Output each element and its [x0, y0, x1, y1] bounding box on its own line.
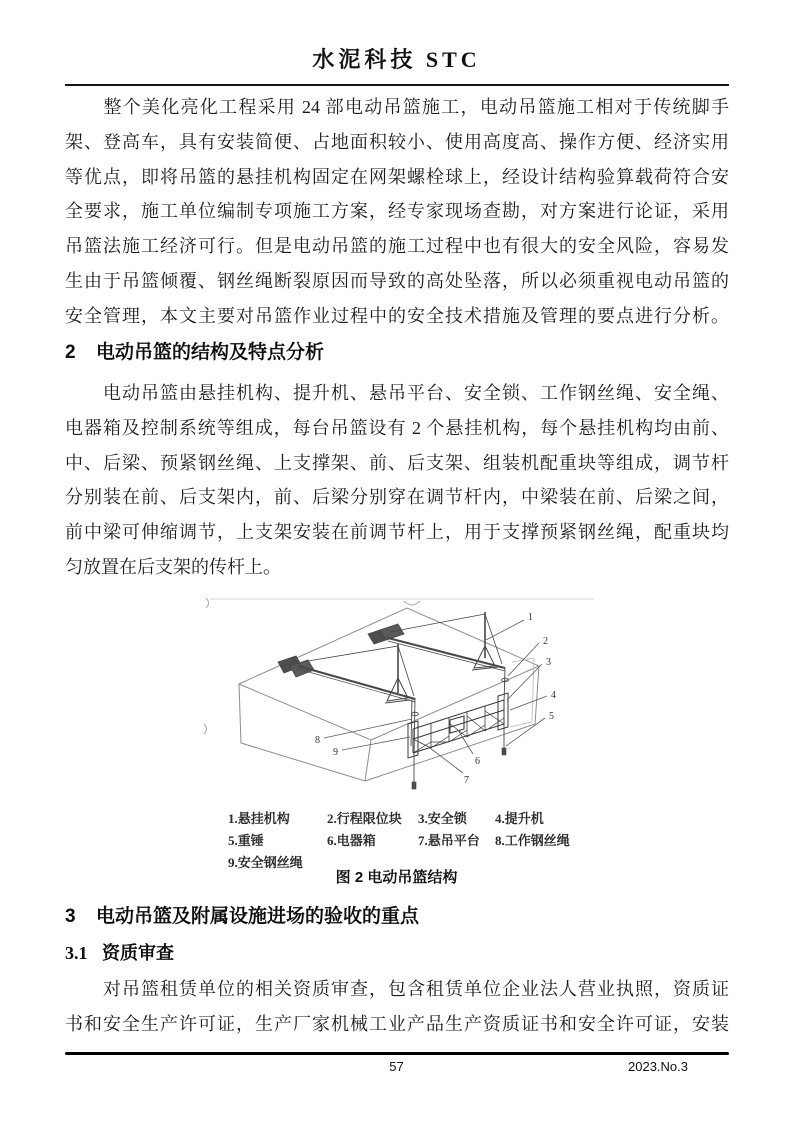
- section-2-heading: [65, 337, 324, 364]
- legend-item: 6.电器箱: [327, 833, 376, 848]
- figure-legend: [202, 808, 598, 874]
- legend-row: [202, 808, 598, 830]
- paragraph-line: 匀放置在后支架的传杆上。: [65, 556, 281, 577]
- suspended-platform: [408, 693, 508, 758]
- section-title: 电动吊篮的结构及特点分析: [96, 342, 325, 363]
- callout-1: 1: [528, 612, 533, 623]
- paragraph-line: 前中梁可伸缩调节，上支架安装在前调节杆上，用于支撑预紧钢丝绳，配重块均: [65, 522, 729, 543]
- legend-item: 1.悬挂机构: [228, 811, 290, 826]
- callout-numbers: [315, 612, 556, 786]
- subsection-number: 3.1: [65, 943, 88, 963]
- section-number: 2: [65, 342, 76, 363]
- paragraph-line: 吊篮法施工经济可行。但是电动吊篮的施工过程中也有很大的安全风险，容易发: [65, 236, 729, 257]
- paragraph-line: 安全管理，本文主要对吊篮作业过程中的安全技术措施及管理的要点进行分析。: [65, 305, 729, 326]
- footer-rule: [65, 1052, 729, 1055]
- page-number: 57: [389, 1059, 404, 1074]
- paragraph-line: 分别装在前、后支架内，前、后梁分别穿在调节杆内，中梁装在前、后梁之间，: [65, 487, 729, 508]
- legend-row: [202, 830, 598, 852]
- callout-5: 5: [549, 711, 554, 722]
- legend-item: 7.悬吊平台: [418, 833, 480, 848]
- section-title: 电动吊篮及附属设施进场的验收的重点: [96, 906, 420, 927]
- basket-structure-diagram: [202, 596, 598, 808]
- paragraph-line: 全要求，施工单位编制专项施工方案，经专家现场查勘，对方案进行论证，采用: [65, 201, 729, 222]
- paragraph-line: 中、后梁、预紧钢丝绳、上支撑架、前、后支架、组装机配重块等组成，调节杆: [65, 452, 729, 473]
- legend-item: 5.重锤: [228, 833, 264, 848]
- callout-7: 7: [464, 775, 469, 786]
- intro-paragraph: [65, 90, 729, 334]
- section-3-heading: [65, 901, 419, 928]
- callout-2: 2: [543, 636, 548, 647]
- paragraph-line: 整个美化亮化工程采用 24 部电动吊篮施工，电动吊篮施工相对于传统脚手: [65, 97, 729, 117]
- header-rule: [65, 84, 729, 86]
- callout-6: 6: [475, 756, 480, 767]
- figure-2: [202, 596, 598, 870]
- paragraph-line: 等优点，即将吊篮的悬挂机构固定在网架螺栓球上，经设计结构验算载荷符合安: [65, 166, 729, 187]
- callout-3: 3: [546, 657, 551, 668]
- paragraph-line: 电动吊篮由悬挂机构、提升机、悬吊平台、安全锁、工作钢丝绳、安全绳、: [65, 383, 729, 403]
- section-3-1-paragraph: [65, 972, 729, 1042]
- section-2-paragraph: [65, 376, 729, 585]
- callout-8: 8: [315, 735, 320, 746]
- paragraph-line: 书和安全生产许可证，生产厂家机械工业产品生产资质证书和安全许可证，安装: [65, 1013, 729, 1034]
- suspension-mechanism-right: [368, 612, 508, 755]
- subsection-title: 资质审查: [102, 943, 174, 963]
- legend-item: 9.安全钢丝绳: [228, 855, 303, 870]
- paragraph-line: 架、登高车，具有安装简便、占地面积较小、使用高度高、操作方便、经济实用: [65, 131, 729, 152]
- callout-4: 4: [551, 690, 556, 701]
- issue-number: 2023.No.3: [628, 1059, 688, 1074]
- paragraph-line: 生由于吊篮倾覆、钢丝绳断裂原因而导致的高处坠落，所以必须重视电动吊篮的: [65, 270, 729, 291]
- callout-9: 9: [333, 747, 338, 758]
- section-number: 3: [65, 906, 76, 927]
- callout-leaders: [324, 620, 547, 773]
- journal-title: 水泥科技 STC: [312, 47, 481, 72]
- legend-item: 8.工作钢丝绳: [495, 833, 570, 848]
- section-3-1-heading: [65, 939, 174, 965]
- legend-item: 2.行程限位块: [327, 811, 402, 826]
- paragraph-line: 对吊篮租赁单位的相关资质审查，包含租赁单位企业法人营业执照，资质证: [65, 979, 729, 999]
- legend-item: 3.安全锁: [418, 811, 467, 826]
- paragraph-line: 电器箱及控制系统等组成，每台吊篮设有 2 个悬挂机构，每个悬挂机构均由前、: [65, 417, 729, 438]
- legend-item: 4.提升机: [495, 811, 544, 826]
- suspension-mechanism-left: [278, 644, 418, 789]
- figure-caption: 图 2 电动吊篮结构: [335, 869, 458, 886]
